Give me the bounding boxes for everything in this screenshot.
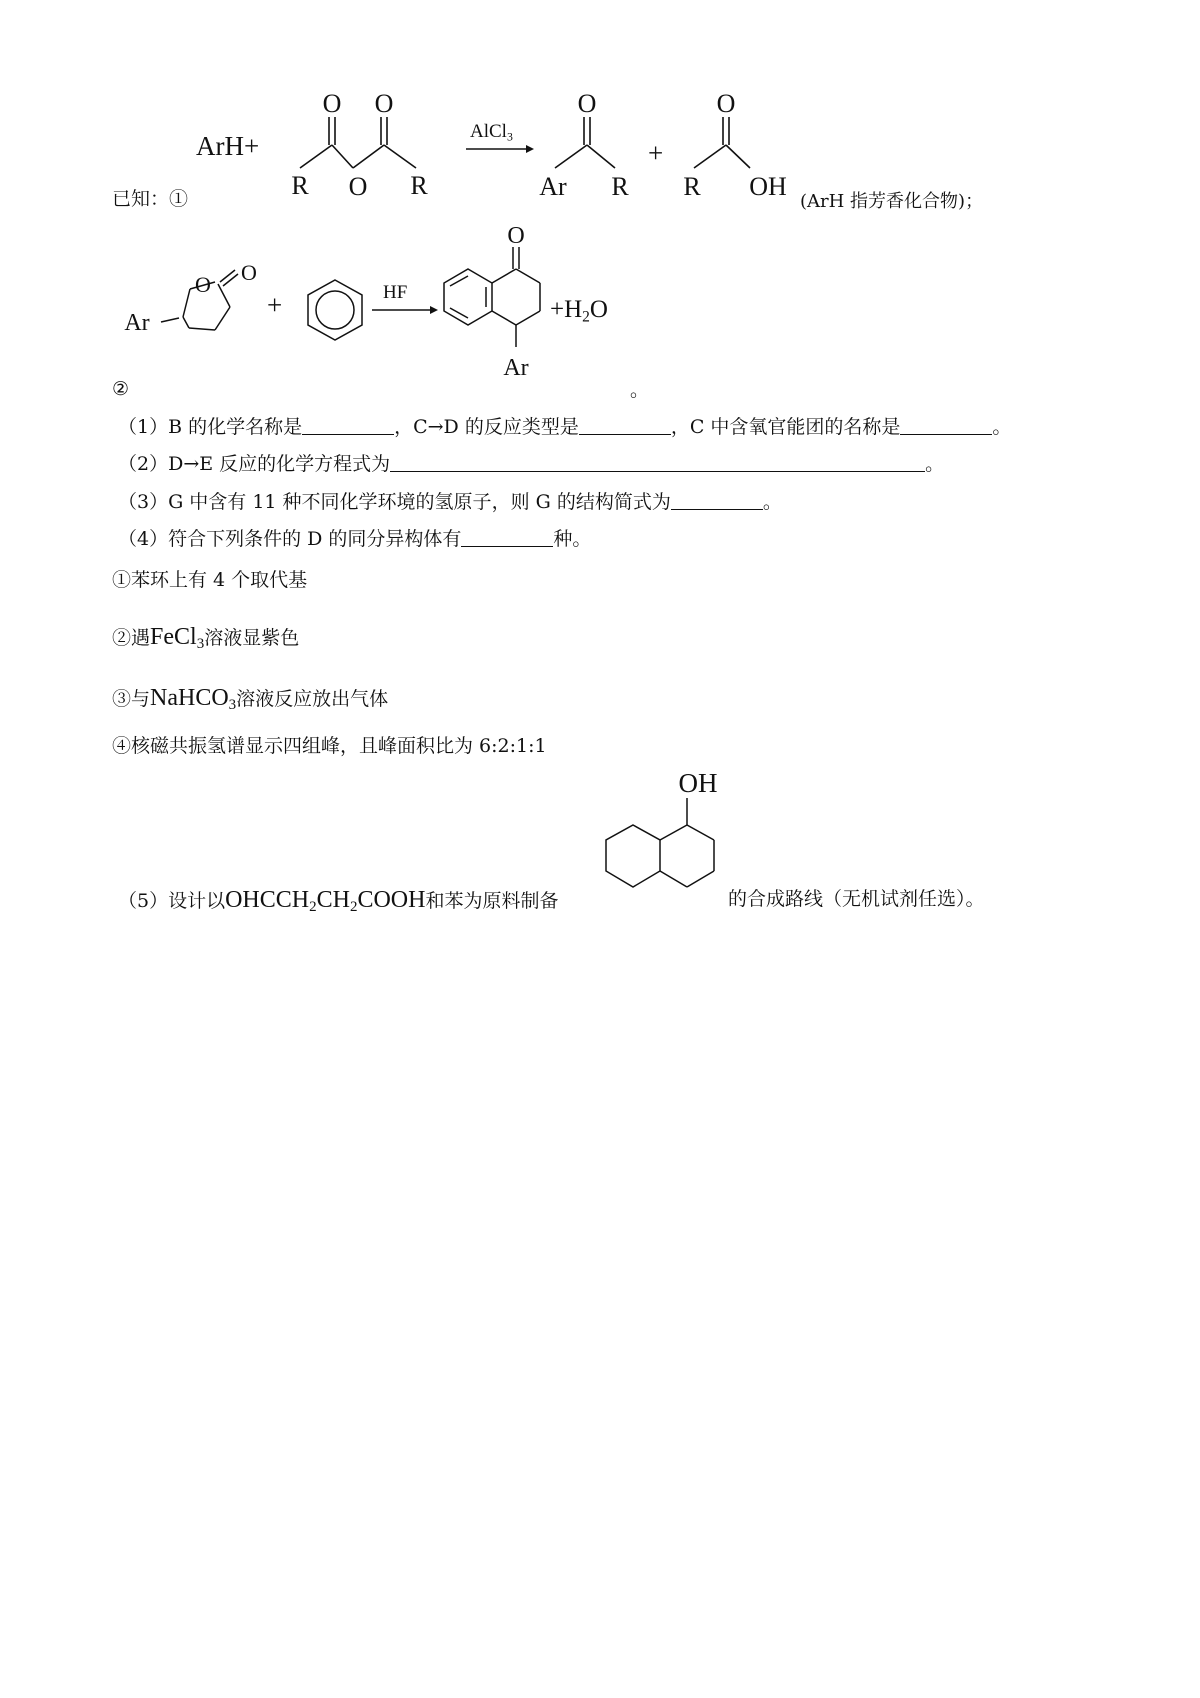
- known-2-end: 。: [630, 379, 650, 401]
- anhydride-structure: [290, 89, 450, 205]
- answer-blank-isomer-count[interactable]: [461, 530, 553, 547]
- anhydride-r2: R: [410, 171, 428, 200]
- decalinol-structure: [598, 768, 728, 908]
- answer-blank-b-name[interactable]: [302, 418, 394, 435]
- lactone-carbonyl-o: O: [241, 260, 257, 285]
- anhydride-o2: O: [374, 89, 394, 118]
- question-4: （4）符合下列条件的 D 的同分异构体有 种。: [118, 528, 592, 550]
- ketone-ar: Ar: [539, 172, 567, 201]
- arh-reactant: ArH+: [196, 131, 260, 161]
- catalyst-alcl3: AlCl$_3$: [470, 121, 513, 144]
- answer-blank-g-structure[interactable]: [671, 493, 763, 510]
- condition-1: ①苯环上有 4 个取代基: [112, 569, 308, 591]
- water-product: $+H_2O$: [550, 296, 608, 326]
- ketone-product: [535, 89, 645, 205]
- condition-3: ③与NaHCO$_3$溶液反应放出气体: [112, 685, 389, 714]
- question-2: （2）D→E 反应的化学方程式为 。: [118, 453, 945, 475]
- anhydride-o1: O: [322, 89, 342, 118]
- question-5: （5）设计以$OHCCH_2CH_2COOH$和苯为原料制备: [118, 887, 559, 916]
- question-1: （1）B 的化学名称是 ，C→D 的反应类型是 ，C 中含氧官能团的名称是 。: [118, 416, 1012, 438]
- arh-note: (ArH 指芳香化合物)；: [800, 191, 984, 212]
- answer-blank-functional-group[interactable]: [900, 418, 992, 435]
- anhydride-o-bridge: O: [348, 172, 368, 201]
- tetralone-product: [436, 225, 556, 400]
- decalinol-oh: OH: [678, 768, 718, 798]
- acid-product: [680, 89, 800, 205]
- answer-blank-reaction-type[interactable]: [579, 418, 671, 435]
- question-5-end: 的合成路线（无机试剂任选）。: [728, 888, 985, 910]
- condition-2: ②遇FeCl$_3$溶液显紫色: [112, 624, 300, 653]
- anhydride-r1: R: [291, 171, 309, 200]
- question-3: （3）G 中含有 11 种不同化学环境的氢原子，则 G 的结构简式为 。: [118, 491, 782, 513]
- tetralone-o: O: [507, 223, 525, 249]
- lactone-ring-o: O: [195, 272, 211, 297]
- condition-4: ④核磁共振氢谱显示四组峰，且峰面积比为 6:2:1:1: [112, 735, 547, 757]
- ketone-r: R: [611, 172, 629, 201]
- answer-blank-equation[interactable]: [390, 455, 925, 472]
- lactone-ar: Ar: [124, 310, 150, 336]
- reaction-arrow-1: [466, 142, 536, 156]
- acid-r: R: [683, 172, 701, 201]
- benzene-reactant: [300, 278, 370, 342]
- reaction-arrow-2: [372, 303, 442, 317]
- tetralone-ar: Ar: [503, 355, 529, 381]
- known-prefix: 已知：①: [112, 188, 189, 210]
- catalyst-hf: HF: [383, 282, 408, 303]
- plus-sign-2: +: [267, 290, 283, 320]
- acid-oh: OH: [749, 172, 787, 201]
- ketone-o: O: [577, 89, 597, 118]
- plus-sign-1: +: [648, 138, 664, 168]
- lactone-reactant: [125, 262, 265, 352]
- known-2-prefix: ②: [112, 378, 130, 400]
- acid-o: O: [716, 89, 736, 118]
